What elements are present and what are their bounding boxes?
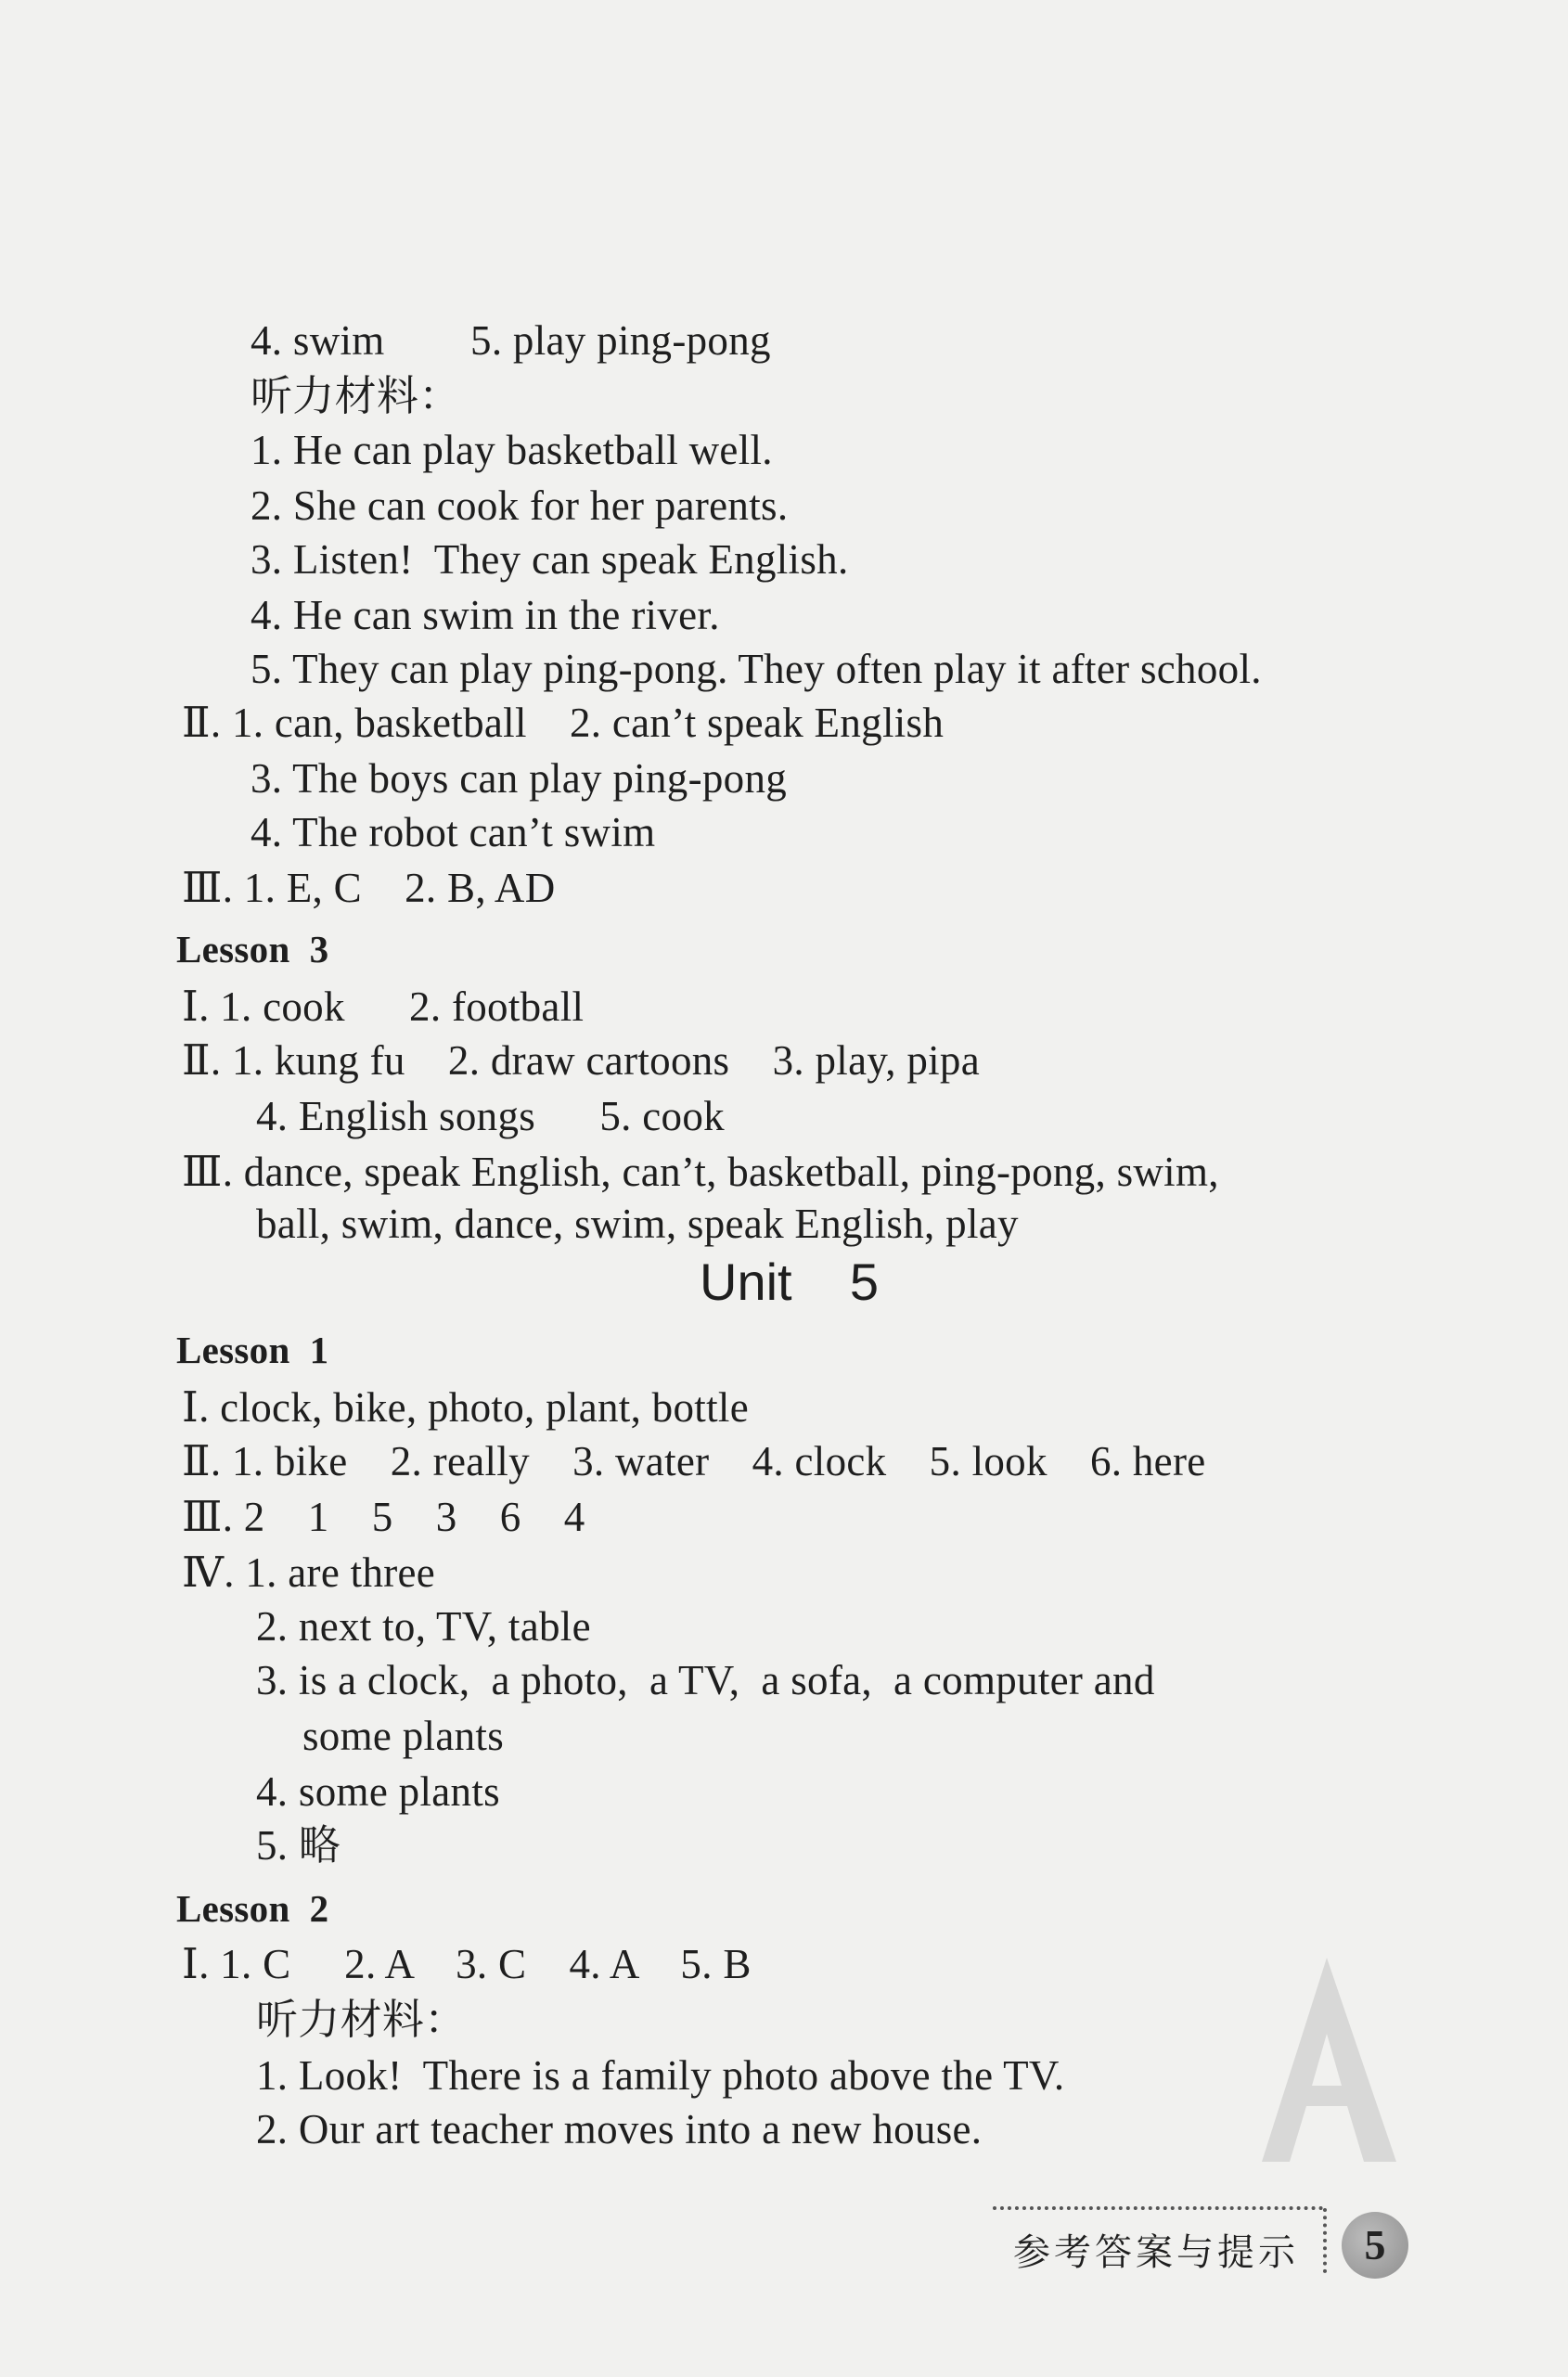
footer-divider: [993, 2206, 1323, 2210]
text-line: 3. is a clock, a photo, a TV, a sofa, a computer and: [256, 1657, 1155, 1703]
text-line: 2. She can cook for her parents.: [251, 482, 789, 529]
text-line: 4. He can swim in the river.: [251, 592, 720, 638]
text-line: Ⅲ. 1. E, C 2. B, AD: [182, 865, 556, 911]
lesson-heading: Lesson 3: [176, 928, 329, 970]
text-line: Ⅱ. 1. can, basketball 2. can’t speak English: [182, 700, 945, 746]
text-line: 5. 略: [256, 1822, 341, 1869]
footer-label: 参考答案与提示: [1013, 2231, 1299, 2274]
text-line: 4. English songs 5. cook: [256, 1093, 725, 1139]
text-line: Ⅲ. dance, speak English, can’t, basketball, ping-pong, swim,: [182, 1149, 1219, 1195]
lesson-heading: Lesson 1: [176, 1329, 329, 1371]
listening-material-heading: 听力材料：: [251, 373, 461, 419]
text-line: Ⅰ. clock, bike, photo, plant, bottle: [182, 1384, 749, 1431]
decorative-letter-a-icon: [1243, 1948, 1410, 2171]
text-line: 3. The boys can play ping-pong: [251, 755, 788, 802]
text-line: 2. next to, TV, table: [256, 1603, 591, 1650]
text-line: 4. The robot can’t swim: [251, 809, 656, 855]
text-line: Ⅱ. 1. bike 2. really 3. water 4. clock 5. look 6. here: [182, 1438, 1206, 1484]
lesson-heading: Lesson 2: [176, 1887, 329, 1930]
text-line: 4. some plants: [256, 1768, 500, 1815]
listening-material-heading: 听力材料：: [256, 1997, 467, 2043]
page-number: 5: [1342, 2212, 1408, 2279]
unit-heading: Unit 5: [700, 1253, 879, 1311]
text-line: ball, swim, dance, swim, speak English, play: [256, 1201, 1019, 1247]
text-line: 3. Listen! They can speak English.: [251, 536, 849, 583]
text-line: 2. Our art teacher moves into a new house.: [256, 2106, 983, 2152]
footer-divider-vertical: [1323, 2208, 1327, 2273]
text-line: 1. Look! There is a family photo above the TV.: [256, 2052, 1065, 2099]
text-line: some plants: [302, 1713, 505, 1759]
text-line: Ⅰ. 1. C 2. A 3. C 4. A 5. B: [182, 1941, 752, 1987]
text-line: 5. They can play ping-pong. They often play it after school.: [251, 646, 1262, 692]
text-line: Ⅳ. 1. are three: [182, 1549, 436, 1596]
text-line: 4. swim 5. play ping-pong: [251, 317, 771, 364]
text-line: Ⅰ. 1. cook 2. football: [182, 983, 585, 1030]
text-line: 1. He can play basketball well.: [251, 427, 773, 473]
text-line: Ⅱ. 1. kung fu 2. draw cartoons 3. play, pipa: [182, 1037, 981, 1084]
text-line: Ⅲ. 2 1 5 3 6 4: [182, 1494, 585, 1540]
